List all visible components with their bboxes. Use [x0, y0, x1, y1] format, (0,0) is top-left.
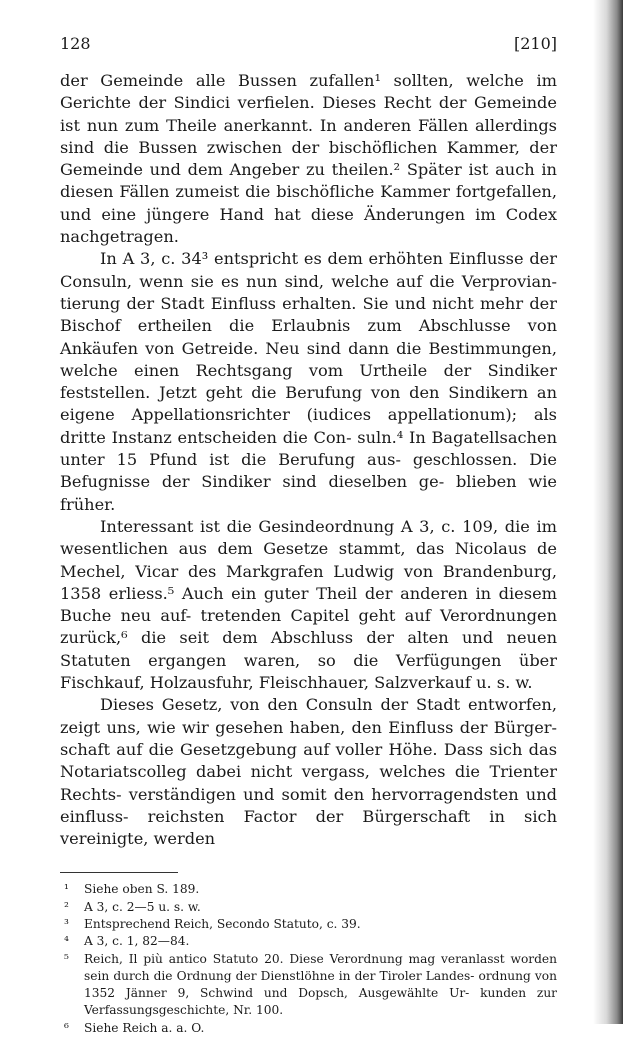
- footnotes: [60, 881, 557, 1037]
- footnote-text: A 3, c. 1, 82—84.: [84, 934, 190, 949]
- footnote-text: Siehe Reich a. a. O.: [84, 1020, 205, 1035]
- paragraph: In A 3, c. 34³ entspricht es dem erhöhten Einflusse der Consuln, wenn sie es nun sind, welche auf die Verprovian- tierung der Stadt Einfluss erhalten. Sie und nicht mehr der Bischof ertheilen die Erlaubnis zum Abschlusse von Ankäufen von Getreide. Neu sind dann die Bestimmungen, welche einen Rechtsgang vom Urtheile der Sindiker feststellen. Jetzt geht die Berufung von den Sindikern an eigene Appellationsrichter (iudices appellationum); als dritte Instanz entscheiden die Con- suln.⁴ In Bagatellsachen unter 15 Pfund ist die Berufung aus- geschlossen. Die Befugnisse der Sindiker sind dieselben ge- blieben wie früher.: [60, 249, 557, 514]
- footnote-divider: [60, 872, 178, 873]
- footnote-text: A 3, c. 2—5 u. s. w.: [84, 899, 201, 914]
- footnote-number: ⁴: [64, 934, 69, 949]
- footnote-number: ¹: [64, 882, 69, 897]
- footnote: [60, 1020, 557, 1037]
- footnote-number: ²: [64, 899, 69, 914]
- footnote-text: Entsprechend Reich, Secondo Statuto, c. 39.: [84, 916, 361, 931]
- body-text: [60, 70, 557, 850]
- footnote-number: ⁵: [64, 951, 69, 966]
- bracket-page-number: [210]: [513, 34, 557, 53]
- footnote: [60, 899, 557, 916]
- paragraph: Interessant ist die Gesindeordnung A 3, c. 109, die im wesentlichen aus dem Gesetze stammt, das Nicolaus de Mechel, Vicar des Markgrafen Ludwig von Brandenburg, 1358 erliess.⁵ Auch ein guter Theil der anderen in diesem Buche neu auf- tretenden Capitel geht auf Verordnungen zurück,⁶ die seit dem Abschluss der alten und neuen Statuten ergangen waren, so die Verfügungen über Fischkauf, Holzausfuhr, Fleischhauer, Salzverkauf u. s. w.: [60, 516, 557, 693]
- footnote: [60, 881, 557, 898]
- page-number: 128: [60, 34, 91, 53]
- footnote: [60, 933, 557, 950]
- footnote-number: ⁶: [64, 1020, 69, 1035]
- scan-page-edge: [593, 0, 623, 1024]
- footnote-text: Siehe oben S. 189.: [84, 882, 200, 897]
- footnote-text: Reich, Il più antico Statuto 20. Diese Verordnung mag veranlasst worden sein durch die Ordnung der Dienstlöhne in der Tiroler Landes- ordnung von 1352 Jänner 9, Schwind und Dopsch, Ausgewählte Ur- kunden zur Verfassungsgeschichte, Nr. 100.: [84, 951, 557, 1018]
- footnote-number: ³: [64, 916, 69, 931]
- paragraph: der Gemeinde alle Bussen zufallen¹ sollten, welche im Gerichte der Sindici verfielen. Dieses Recht der Gemeinde ist nun zum Theile anerkannt. In anderen Fällen allerdings sind die Bussen zwischen der bischöflichen Kammer, der Gemeinde und dem Angeber zu theilen.² Später ist auch in diesen Fällen zumeist die bischöfliche Kammer fortgefallen, und eine jüngere Hand hat diese Änderungen im Codex nachgetragen.: [60, 71, 557, 247]
- paragraph: Dieses Gesetz, von den Consuln der Stadt entworfen, zeigt uns, wie wir gesehen haben, den Einfluss der Bürger- schaft auf die Gesetzgebung auf voller Höhe. Dass sich das Notariatscolleg dabei nicht vergass, welches die Trienter Rechts- verständigen und somit den hervorragendsten und einfluss- reichsten Factor der Bürgerschaft in sich vereinigte, werden: [60, 695, 557, 849]
- footnote: [60, 951, 557, 1020]
- book-page: [60, 34, 557, 1037]
- footnote: [60, 916, 557, 933]
- running-head: [60, 34, 557, 56]
